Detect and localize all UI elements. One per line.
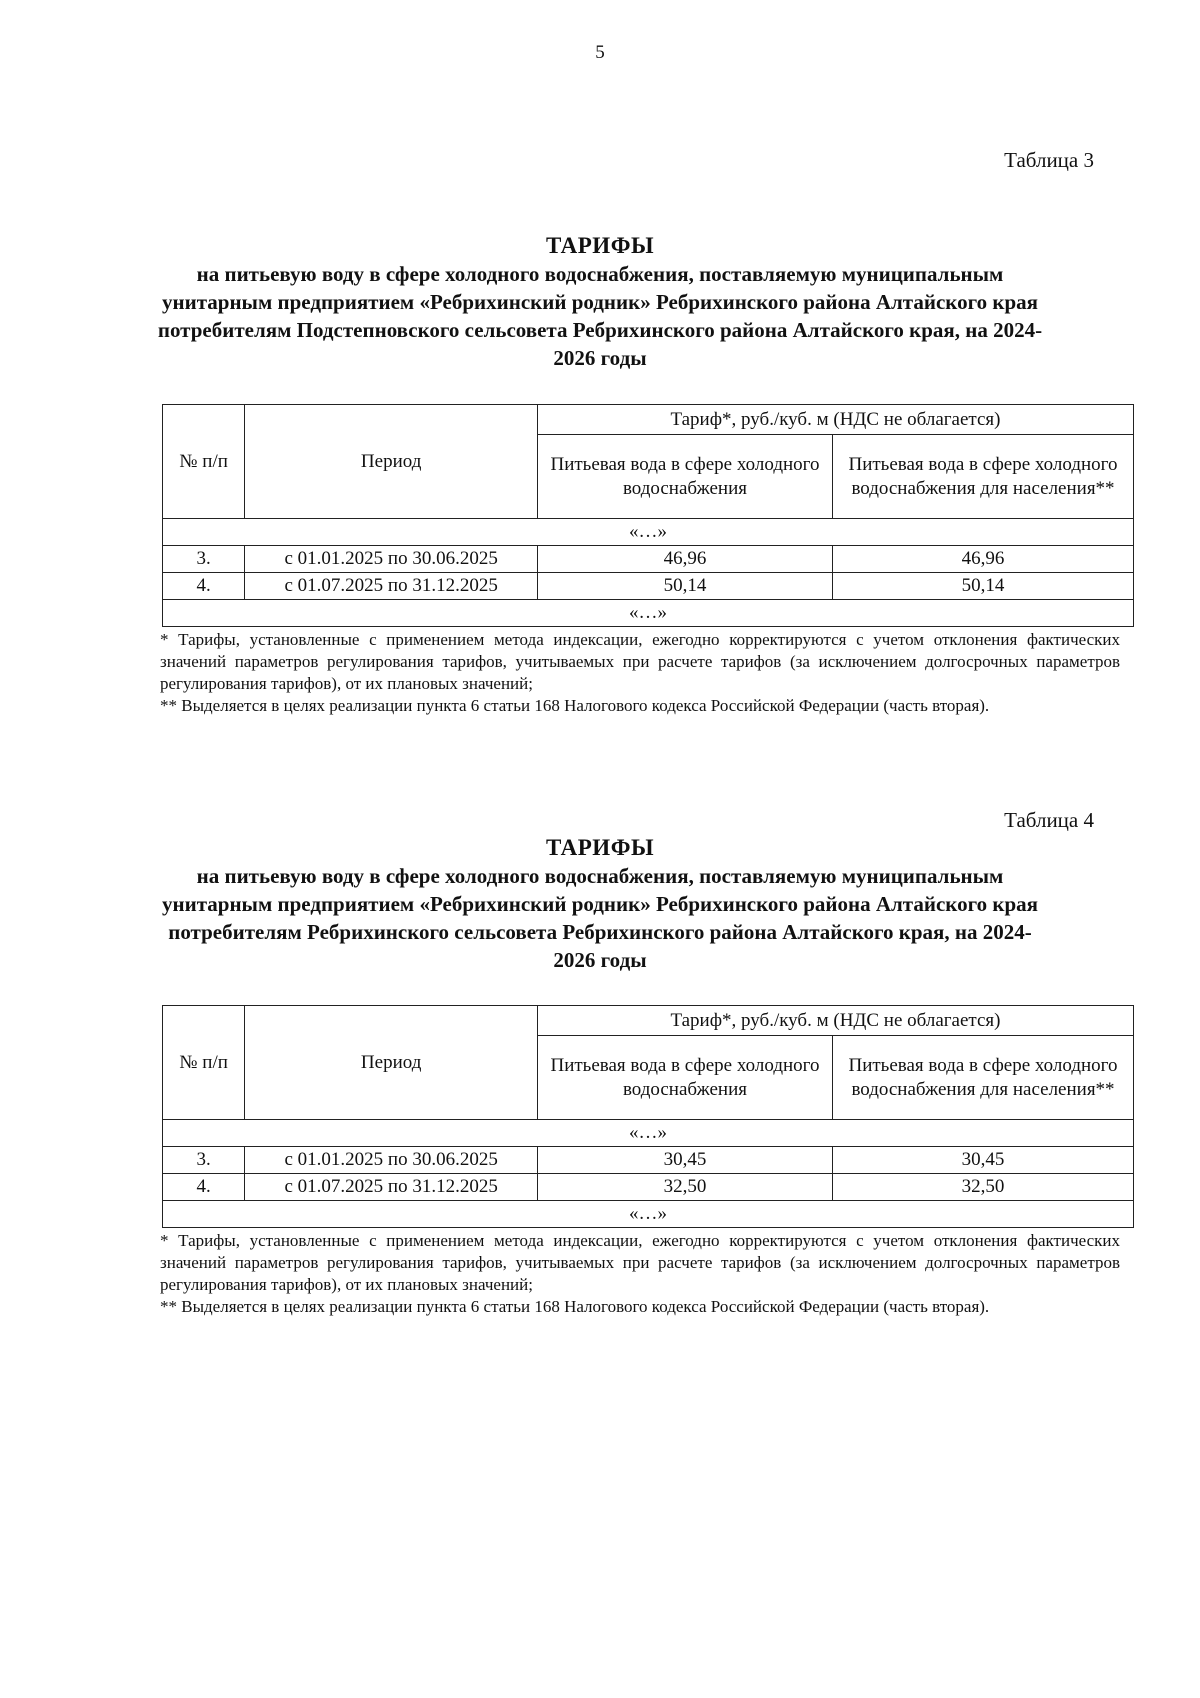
row-value-b: 46,96 <box>833 546 1134 573</box>
row-num: 4. <box>163 1174 245 1201</box>
table-3-label: Таблица 3 <box>1004 148 1094 172</box>
tariff-table-3 <box>162 404 1134 627</box>
header-num: № п/п <box>163 405 245 519</box>
table-row <box>163 1147 1134 1174</box>
ellipsis-row: «…» <box>163 600 1134 627</box>
row-value-b: 30,45 <box>833 1147 1134 1174</box>
row-value-a: 46,96 <box>537 546 832 573</box>
row-period: с 01.01.2025 по 30.06.2025 <box>245 546 538 573</box>
row-period: с 01.07.2025 по 31.12.2025 <box>245 573 538 600</box>
ellipsis-row: «…» <box>163 519 1134 546</box>
ellipsis-row: «…» <box>163 1201 1134 1228</box>
row-period: с 01.01.2025 по 30.06.2025 <box>245 1147 538 1174</box>
row-num: 3. <box>163 1147 245 1174</box>
footnote-2: ** Выделяется в целях реализации пункта 6 статьи 168 Налогового кодекса Российской Федерации (часть вторая). <box>160 696 990 715</box>
row-num: 3. <box>163 546 245 573</box>
header-period: Период <box>245 405 538 519</box>
header-tariff: Тариф*, руб./куб. м (НДС не облагается) <box>537 405 1133 435</box>
table-row <box>163 1174 1134 1201</box>
header-col-a: Питьевая вода в сфере холодного водоснабжения <box>537 1036 832 1120</box>
table-4-footnotes <box>160 1230 1120 1318</box>
row-value-a: 50,14 <box>537 573 832 600</box>
table-row <box>163 546 1134 573</box>
header-num: № п/п <box>163 1006 245 1120</box>
table-4-label: Таблица 4 <box>1004 808 1094 832</box>
header-col-b: Питьевая вода в сфере холодного водоснабжения для населения** <box>833 435 1134 519</box>
header-tariff: Тариф*, руб./куб. м (НДС не облагается) <box>537 1006 1133 1036</box>
table-4-heading: ТАРИФЫ <box>545 835 655 860</box>
row-value-b: 32,50 <box>833 1174 1134 1201</box>
row-num: 4. <box>163 573 245 600</box>
header-period: Период <box>245 1006 538 1120</box>
table-3-title <box>150 232 1050 372</box>
row-value-a: 32,50 <box>537 1174 832 1201</box>
footnote-2: ** Выделяется в целях реализации пункта 6 статьи 168 Налогового кодекса Российской Федерации (часть вторая). <box>160 1297 990 1316</box>
footnote-1: * Тарифы, установленные с применением метода индексации, ежегодно корректируются с учетом отклонения фактических значений параметров регулирования тарифов, учитываемых при расчете тарифов (за исключением долгосрочных параметров регулирования тарифов), от их плановых значений; <box>160 1231 1120 1294</box>
footnote-1: * Тарифы, установленные с применением метода индексации, ежегодно корректируются с учетом отклонения фактических значений параметров регулирования тарифов, учитываемых при расчете тарифов (за исключением долгосрочных параметров регулирования тарифов), от их плановых значений; <box>160 630 1120 693</box>
table-4-title <box>150 834 1050 974</box>
header-col-b: Питьевая вода в сфере холодного водоснабжения для населения** <box>833 1036 1134 1120</box>
row-value-a: 30,45 <box>537 1147 832 1174</box>
table-3-subtitle: на питьевую воду в сфере холодного водоснабжения, поставляемую муниципальным унитарным предприятием «Ребрихинский родник» Ребрихинского района Алтайского края потребителям Подстепновского сельсовета Ребрихинского района Алтайского края, на 2024-2026 годы <box>157 262 1043 370</box>
row-period: с 01.07.2025 по 31.12.2025 <box>245 1174 538 1201</box>
header-col-a: Питьевая вода в сфере холодного водоснабжения <box>537 435 832 519</box>
table-3-footnotes <box>160 629 1120 717</box>
row-value-b: 50,14 <box>833 573 1134 600</box>
tariff-table-4 <box>162 1005 1134 1228</box>
table-4-subtitle: на питьевую воду в сфере холодного водоснабжения, поставляемую муниципальным унитарным предприятием «Ребрихинский родник» Ребрихинского района Алтайского края потребителям Ребрихинского сельсовета Ребрихинского района Алтайского края, на 2024-2026 годы <box>162 864 1038 972</box>
table-row <box>163 573 1134 600</box>
page-number: 5 <box>595 42 605 63</box>
table-3-heading: ТАРИФЫ <box>545 233 655 258</box>
ellipsis-row: «…» <box>163 1120 1134 1147</box>
